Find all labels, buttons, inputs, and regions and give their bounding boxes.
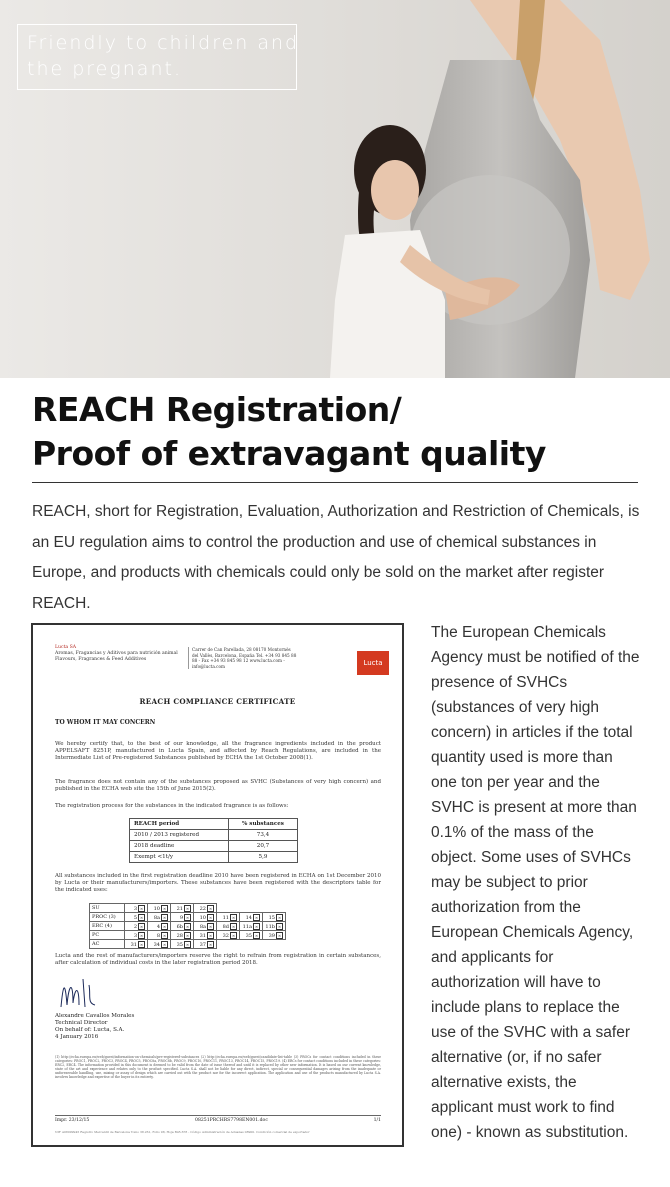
checkbox-icon: × — [162, 914, 167, 920]
descriptor-cell — [194, 904, 217, 913]
empty-cell — [263, 904, 286, 913]
descriptor-value: 35 — [176, 941, 183, 948]
descriptor-value: 14 — [245, 914, 252, 921]
descriptor-cell — [194, 922, 217, 931]
checkbox-icon: × — [208, 905, 213, 911]
descriptor-value: 22 — [199, 905, 206, 912]
descriptor-value: 10 — [153, 905, 160, 912]
checkbox-icon: × — [185, 914, 190, 920]
cert-para-3: The registration process for the substances in the indicated fragrance is as follows: — [55, 803, 289, 809]
cert-company — [55, 645, 195, 663]
checkbox-icon: × — [185, 932, 190, 938]
descriptor-cell — [171, 904, 194, 913]
descriptor-value: 6b — [176, 923, 183, 930]
title-line-2: Proof of extravagant quality — [32, 434, 546, 473]
hero-photo — [0, 0, 670, 378]
descriptor-cell — [217, 922, 240, 931]
descriptor-value: 10 — [199, 914, 206, 921]
descriptor-cell — [240, 922, 263, 931]
descriptor-value: 32 — [222, 932, 229, 939]
descriptor-cell — [148, 940, 171, 949]
empty-cell — [217, 940, 240, 949]
descriptor-value: 8d — [222, 923, 229, 930]
checkbox-icon: × — [185, 923, 190, 929]
checkbox-icon: × — [254, 932, 259, 938]
descriptor-value: 34 — [153, 941, 160, 948]
descriptor-cell — [125, 931, 148, 940]
descriptor-label: ERC (4) — [90, 922, 125, 931]
checkbox-icon: × — [208, 932, 213, 938]
intro-paragraph: REACH, short for Registration, Evaluation, Authorization and Restriction of Chemicals, is an EU regulation aims to control the production and use of chemical substances in Europe, and products with chemicals could only be sold on the market after register REACH. — [32, 503, 640, 612]
descriptor-cell — [194, 940, 217, 949]
descriptor-value: 37 — [199, 941, 206, 948]
descriptor-cell — [263, 931, 286, 940]
cert-company-desc: Aromas, Fragancias y Aditivos para nutrición animal Flavours, Fragrances & Feed Additives — [55, 651, 178, 662]
cert-company-name: Lucta SA — [55, 645, 77, 650]
descriptor-cell — [125, 940, 148, 949]
descriptor-cell — [171, 940, 194, 949]
descriptor-value: 9 — [179, 914, 183, 921]
period-cell: 2018 deadline — [130, 841, 229, 852]
percent-header: % substances — [229, 819, 298, 830]
descriptor-cell — [240, 931, 263, 940]
descriptor-cell — [125, 922, 148, 931]
table-row — [90, 922, 286, 931]
descriptor-cell — [171, 913, 194, 922]
percent-cell: 73,4 — [229, 830, 298, 841]
cert-title: REACH COMPLIANCE CERTIFICATE — [139, 697, 296, 706]
signature — [55, 975, 105, 1015]
descriptor-value: 2 — [133, 923, 137, 930]
table-row — [130, 852, 298, 863]
descriptor-value: 3 — [133, 905, 137, 912]
page-number: 1/1 — [373, 1118, 381, 1123]
descriptor-cell — [263, 913, 286, 922]
signer-block — [55, 1013, 134, 1041]
empty-cell — [263, 940, 286, 949]
checkbox-icon: × — [162, 941, 167, 947]
checkbox-icon: × — [185, 905, 190, 911]
checkbox-icon: × — [139, 923, 144, 929]
cert-footer — [55, 1115, 381, 1123]
descriptor-cell — [148, 931, 171, 940]
page-title — [32, 388, 632, 476]
descriptor-cell — [148, 922, 171, 931]
checkbox-icon: × — [231, 932, 236, 938]
checkbox-icon: × — [139, 941, 144, 947]
cert-salutation: TO WHOM IT MAY CONCERN — [55, 719, 156, 726]
signer-role: Technical Director — [55, 1020, 108, 1026]
title-divider — [32, 482, 638, 483]
descriptor-cell — [148, 913, 171, 922]
cert-para-5: Lucta and the rest of manufacturers/importers reserve the right to refrain from registration in certain substances, after calculation of individual costs in the later registration period 2018. — [55, 953, 381, 966]
descriptor-cell — [148, 904, 171, 913]
svhc-paragraph — [431, 620, 641, 1145]
percent-cell: 20,7 — [229, 841, 298, 852]
descriptor-label: AC — [90, 940, 125, 949]
descriptor-value: 4 — [156, 923, 160, 930]
descriptor-label: SU — [90, 904, 125, 913]
descriptor-label: PC — [90, 931, 125, 940]
title-line-1: REACH Registration/ — [32, 390, 402, 429]
descriptor-cell — [217, 913, 240, 922]
descriptor-value: 5 — [133, 914, 137, 921]
period-header: REACH period — [130, 819, 229, 830]
tagline-line-2: the pregnant. — [27, 58, 182, 80]
checkbox-icon: × — [162, 932, 167, 938]
descriptor-value: 39 — [268, 932, 275, 939]
tagline-box — [17, 24, 300, 90]
checkbox-icon: × — [254, 923, 259, 929]
lucta-logo: Lucta — [357, 651, 389, 675]
checkbox-icon: × — [277, 923, 282, 929]
descriptor-cell — [240, 913, 263, 922]
checkbox-icon: × — [162, 923, 167, 929]
table-row — [130, 830, 298, 841]
descriptor-value: 11b — [265, 923, 275, 930]
reach-certificate-image — [31, 623, 404, 1147]
checkbox-icon: × — [208, 923, 213, 929]
table-row — [90, 931, 286, 940]
empty-cell — [240, 940, 263, 949]
descriptor-value: 21 — [176, 905, 183, 912]
descriptor-cell — [194, 913, 217, 922]
tagline-line-1: Friendly to children and — [27, 32, 300, 54]
checkbox-icon: × — [208, 941, 213, 947]
descriptor-cell — [125, 904, 148, 913]
checkbox-icon: × — [208, 914, 213, 920]
cert-address: Carrer de Can Parellada, 28 08170 Montornès del Vallès, Barcelona, España Tel. +34 93 845 88 88 - Fax +34 93 845 98 12 www.lucta.com - info@lucta.com — [188, 647, 297, 669]
signer-name: Alexandre Cavallos Morales — [55, 1013, 135, 1019]
percent-cell: 5,9 — [229, 852, 298, 863]
descriptor-value: 3 — [133, 932, 137, 939]
descriptor-value: 15 — [268, 914, 275, 921]
descriptor-value: 8a — [199, 923, 206, 930]
checkbox-icon: × — [185, 941, 190, 947]
checkbox-icon: × — [139, 905, 144, 911]
cert-footnotes: (1) http://echa.europa.eu/web/guest/information-on-chemicals/pre-registered-substances (2) http://echa.europa.eu/web/guest/candidate-list-table (3) PROCs for contact conditions included in these categories: PROC1, PROC2, PROC3, PROC4, PROC5, PROC8a, PROC8b, PROC9, PROC10, PROC11, PROC13, PROC14, PROC15, PROC19. (4) ERCs for contact conditions included in these categories: ERC2, ERC4. The information provided in this document is deemed to be valid from the date of issue thereof and until it is replaced by other new information. It is based on our current knowledge, state of the art and experience and relates only to the product specified. Lucta S.A. shall not be liable for any direct, indirect, special or consequential damages arising from the inadequate or unforeseeable handling, use, mixing or assay of design which are carried out with the product nor for the incorrect application. The application and use of the products manufactured by Lucta S.A. involves knowledge and expertise of the buyer in its entirety. — [55, 1055, 381, 1079]
empty-cell — [240, 904, 263, 913]
checkbox-icon: × — [139, 932, 144, 938]
descriptor-cell — [171, 922, 194, 931]
cert-para-1: We hereby certify that, to the best of our knowledge, all the fragrance ingredients included in the product APPELSAFT 8251P, manufactured in Lucta Spain, and affected by Reach Regulations, are included in the Intermediate List of Pre-registered Substances published by ECHA the 1st October 2008(1). — [55, 741, 381, 761]
checkbox-icon: × — [231, 923, 236, 929]
signer-behalf: On behalf of: Lucta, S.A. — [55, 1027, 125, 1033]
table-row — [130, 841, 298, 852]
descriptor-value: 35 — [245, 932, 252, 939]
checkbox-icon: × — [231, 914, 236, 920]
table-row — [90, 904, 286, 913]
cert-para-4: All substances included in the first registration deadline 2010 have been registered in ECHA on 1st December 2010 by Lucta or their manufacturers/importers. These substances have been registered with the descriptors table for the indicated uses: — [55, 873, 381, 893]
cert-para-2: The fragrance does not contain any of the substances proposed as SVHC (Substances of very high concern) and published in the ECHA web site the 15th of June 2015(2). — [55, 779, 381, 792]
descriptor-cell — [217, 931, 240, 940]
table-row — [90, 940, 286, 949]
checkbox-icon: × — [139, 914, 144, 920]
checkbox-icon: × — [254, 914, 259, 920]
descriptor-cell — [194, 931, 217, 940]
document-code: 08251PRCHRS7798EN001.doc — [195, 1118, 268, 1123]
descriptor-cell — [125, 913, 148, 922]
print-date: Impr. 23/12/15 — [55, 1118, 90, 1123]
period-cell: Exempt <1t/y — [130, 852, 229, 863]
descriptor-value: 11a — [242, 923, 252, 930]
descriptor-value: 8a — [153, 914, 160, 921]
period-cell: 2010 / 2013 registered — [130, 830, 229, 841]
descriptor-value: 28 — [176, 932, 183, 939]
descriptor-label: PROC (3) — [90, 913, 125, 922]
reach-period-table — [129, 818, 298, 863]
empty-cell — [217, 904, 240, 913]
descriptor-value: 11 — [222, 914, 229, 921]
signer-date: 4 January 2016 — [55, 1034, 99, 1040]
checkbox-icon: × — [277, 932, 282, 938]
descriptor-table — [89, 903, 286, 949]
descriptor-value: 31 — [199, 932, 206, 939]
checkbox-icon: × — [162, 905, 167, 911]
checkbox-icon: × — [277, 914, 282, 920]
svhc-text: The European Chemicals Agency must be notified of the presence of SVHCs (substances of very high concern) in articles if the total quantity used is more than one ton per year and the SVHC is present at more than 0.1% of the mass of the object. Some uses of SVHCs may be subject to prior authorization from the European Chemicals Agency, and applicants for authorization will have to include plans to replace the use of the SVHC with a safer alternative (or, if no safer alternative exists, the applicant must work to find one) - known as substitution. — [431, 624, 640, 1141]
descriptor-cell — [171, 931, 194, 940]
descriptor-cell — [263, 922, 286, 931]
cert-legal-line: NIF A08099945 Registro Mercantil de Barcelona Tomo 38.261, Folio 98, Hoja B45.678 - Código Administración de Aduanas 08900. Condición comercial de exportador — [55, 1130, 310, 1134]
descriptor-value: 31 — [130, 941, 137, 948]
table-row — [90, 913, 286, 922]
descriptor-value: 8 — [156, 932, 160, 939]
